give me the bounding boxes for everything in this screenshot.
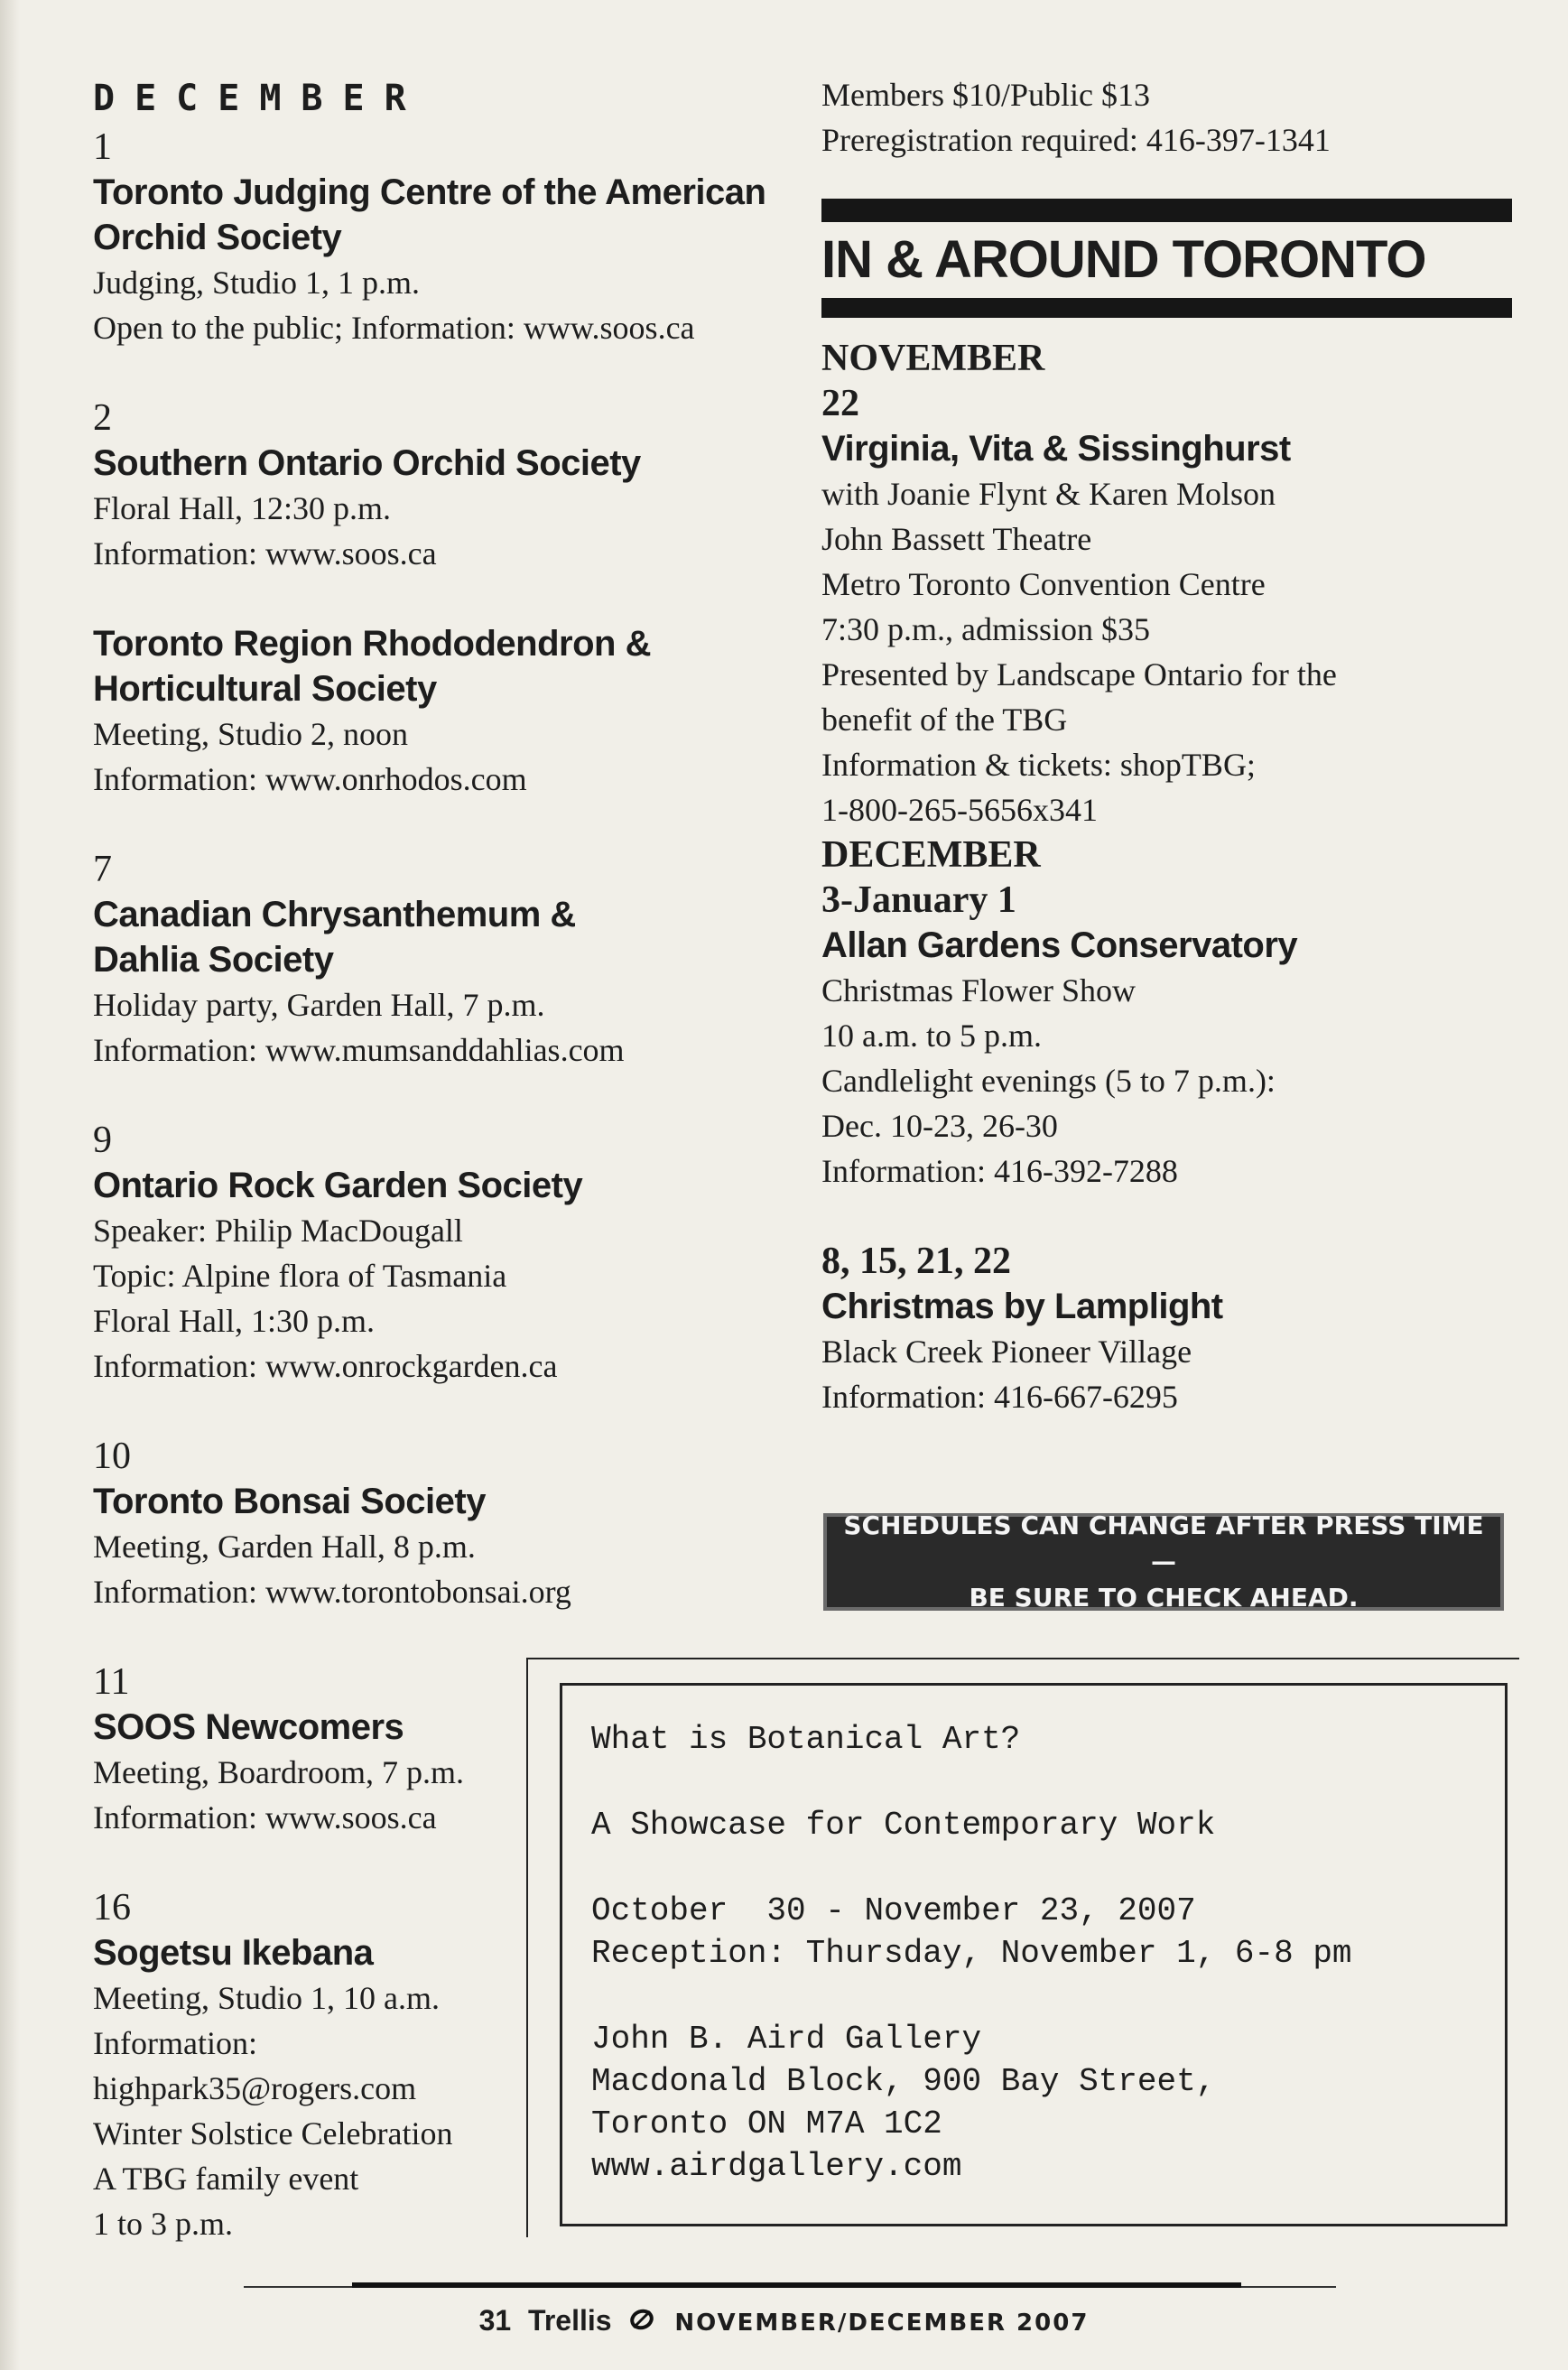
event-title: Christmas by Lamplight [821,1287,1223,1326]
event-detail: Information: 416-667-6295 [821,1379,1178,1415]
event-date: 8, 15, 21, 22 [821,1241,1011,1282]
event-entry [821,336,1512,832]
event-detail: Information: 416-392-7288 [821,1153,1178,1189]
event-entry [93,395,797,576]
event-title: Virginia, Vita & Sissinghurst [821,429,1291,469]
page-number: 31 [478,2304,512,2337]
event-title: Toronto Judging Centre of the American [93,172,766,212]
ad-subtitle: A Showcase for Contemporary Work [591,1807,1216,1844]
event-detail: Candlelight evenings (5 to 7 p.m.): [821,1063,1276,1099]
event-date: 9 [93,1120,112,1161]
notice-line: SCHEDULES CAN CHANGE AFTER PRESS TIME — [843,1510,1484,1576]
event-detail: Meeting, Studio 1, 10 a.m. [93,1980,440,2016]
event-detail: Information: www.onrockgarden.ca [93,1348,558,1384]
event-detail: Winter Solstice Celebration [93,2115,453,2152]
preregistration-line: Preregistration required: 416-397-1341 [821,122,1331,158]
event-date: 3-January 1 [821,879,1016,921]
event-entry [821,832,1512,1194]
event-detail: Black Creek Pioneer Village [821,1334,1192,1370]
event-detail: Meeting, Studio 2, noon [93,716,408,752]
event-detail: Presented by Landscape Ontario for the [821,656,1337,692]
ad-address-line: Toronto ON M7A 1C2 [591,2105,942,2142]
event-detail: 1-800-265-5656x341 [821,792,1098,828]
event-entry [821,1239,1512,1419]
event-detail: Information: www.torontobonsai.org [93,1574,571,1610]
event-detail: Metro Toronto Convention Centre [821,566,1266,602]
event-date: 10 [93,1436,131,1477]
ad-reception: Reception: Thursday, November 1, 6-8 pm [591,1935,1352,1972]
section-title: IN & AROUND TORONTO [821,230,1426,289]
event-title: Canadian Chrysanthemum & [93,895,576,934]
event-detail: Holiday party, Garden Hall, 7 p.m. [93,987,545,1023]
month-heading: DECEMBER [93,78,426,119]
event-date: 16 [93,1887,131,1929]
event-title: Sogetsu Ikebana [93,1933,374,1973]
event-title: Ontario Rock Garden Society [93,1166,583,1205]
event-title: Toronto Region Rhododendron & [93,624,651,664]
event-date: 7 [93,849,112,890]
event-title: Dahlia Society [93,940,334,980]
event-detail: 7:30 p.m., admission $35 [821,611,1151,647]
event-detail: highpark35@rogers.com [93,2070,417,2106]
ad-address-line: Macdonald Block, 900 Bay Street, [591,2063,1216,2100]
footer-rule-bold [352,2282,1241,2288]
month-heading: NOVEMBER [821,338,1045,379]
ad-venue: John B. Aird Gallery [591,2021,982,2058]
event-detail: Meeting, Boardroom, 7 p.m. [93,1754,464,1790]
event-date: 2 [93,397,112,439]
event-detail: John Bassett Theatre [821,521,1092,557]
event-entry [93,1118,797,1389]
ad-heading: What is Botanical Art? [591,1721,1021,1758]
event-detail: with Joanie Flynt & Karen Molson [821,476,1276,512]
event-detail: Speaker: Philip MacDougall [93,1213,463,1249]
event-detail: benefit of the TBG [821,702,1068,738]
event-title: Horticultural Society [93,669,437,709]
event-detail: A TBG family event [93,2161,359,2197]
event-entry [93,847,797,1073]
event-date: 1 [93,126,112,168]
trellis-logo-icon [628,2305,655,2341]
event-detail: Open to the public; Information: www.soos.ca [93,310,695,346]
event-detail: Information: [93,2025,257,2061]
ad-website-link[interactable]: www.airdgallery.com [591,2148,962,2185]
event-title: SOOS Newcomers [93,1707,404,1747]
event-detail: Topic: Alpine flora of Tasmania [93,1258,507,1294]
event-detail: 1 to 3 p.m. [93,2206,234,2242]
event-detail: Information: www.onrhodos.com [93,761,527,797]
banner-rule-bottom [821,298,1512,318]
event-entry [93,621,797,802]
ad-dates: October 30 - November 23, 2007 [591,1892,1196,1929]
event-detail: Floral Hall, 12:30 p.m. [93,490,391,526]
event-title: Orchid Society [93,218,342,257]
event-title: Toronto Bonsai Society [93,1482,486,1521]
event-detail: Dec. 10-23, 26-30 [821,1108,1058,1144]
event-title: Southern Ontario Orchid Society [93,443,641,483]
notice-line: BE SURE TO CHECK AHEAD. [969,1583,1359,1613]
event-title: Allan Gardens Conservatory [821,925,1298,965]
page-edge-shadow [0,0,20,2370]
event-detail: Information: www.soos.ca [93,1799,437,1836]
event-detail: Information & tickets: shopTBG; [821,747,1256,783]
event-detail: Information: www.soos.ca [93,535,437,572]
event-detail: Information: www.mumsanddahlias.com [93,1032,625,1068]
issue-date: NOVEMBER/DECEMBER 2007 [674,2310,1090,2337]
publication-name: Trellis [528,2304,612,2337]
pricing-line: Members $10/Public $13 [821,77,1150,113]
event-detail: Meeting, Garden Hall, 8 p.m. [93,1529,476,1565]
event-date: 22 [821,383,859,424]
section-banner [821,199,1512,318]
event-detail: Christmas Flower Show [821,972,1137,1008]
around-toronto-column [821,72,1512,1464]
botanical-art-ad [560,1683,1508,2226]
event-detail: Judging, Studio 1, 1 p.m. [93,265,421,301]
event-entry [93,125,797,350]
event-detail: 10 a.m. to 5 p.m. [821,1018,1042,1054]
schedule-notice [823,1510,1504,1613]
banner-rule-top [821,199,1512,222]
month-heading: DECEMBER [821,834,1041,876]
event-detail: Floral Hall, 1:30 p.m. [93,1303,375,1339]
page-footer [0,2302,1568,2341]
event-entry [93,1434,797,1614]
event-date: 11 [93,1661,130,1703]
